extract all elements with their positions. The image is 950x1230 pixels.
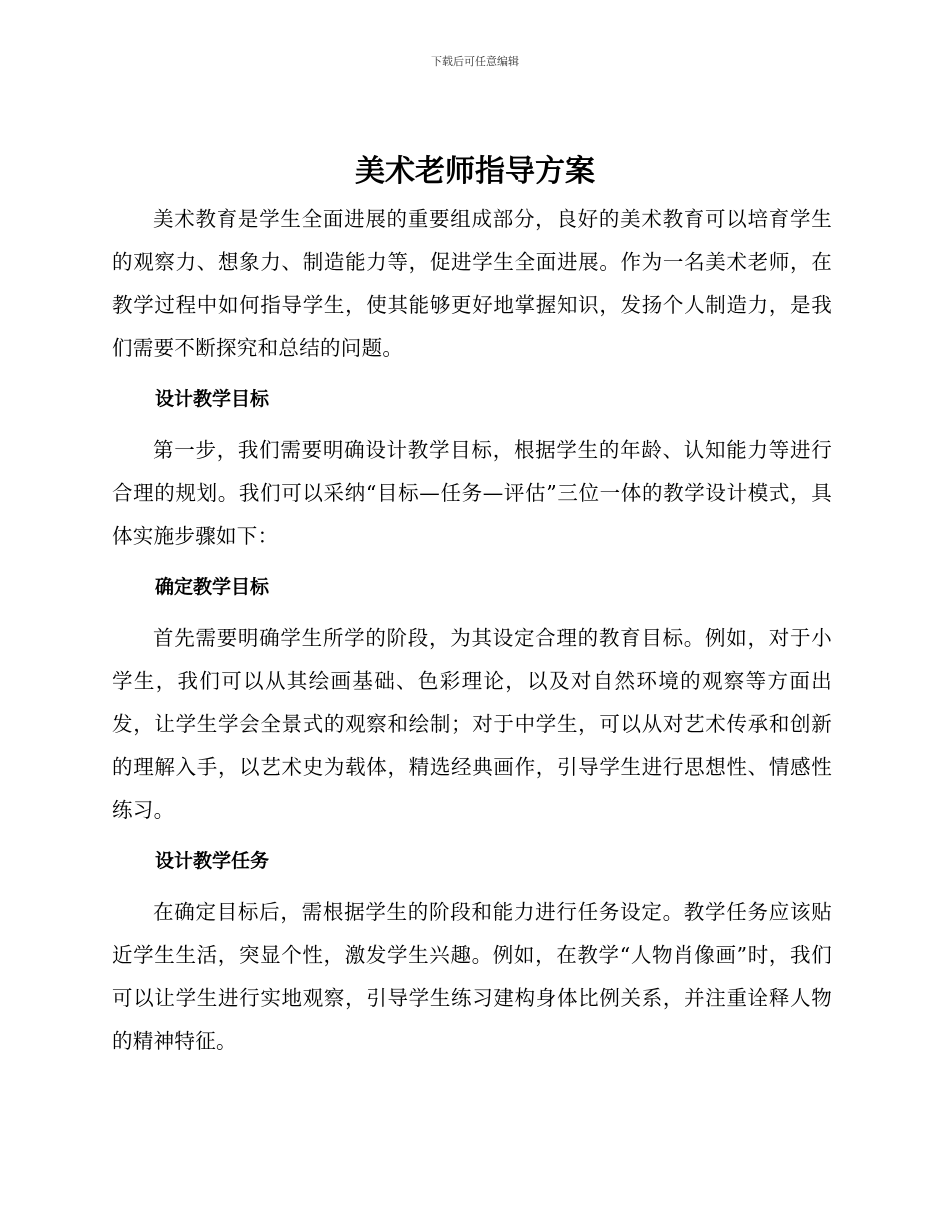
document-title: 美术老师指导方案 xyxy=(355,154,595,189)
section-heading-determine-goals: 确定教学目标 xyxy=(155,576,270,598)
intro-paragraph: 美术教育是学生全面进展的重要组成部分，良好的美术教育可以培育学生的观察力、想象力、制造能力等，促进学生全面进展。作为一名美术老师，在教学过程中如何指导学生，使其能够更好地掌握知识，发扬个人制造力，是我们需要不断探究和总结的问题。 xyxy=(112,207,832,360)
section-paragraph-design-tasks: 在确定目标后，需根据学生的阶段和能力进行任务设定。教学任务应该贴近学生生活，突显个性，激发学生兴趣。例如，在教学“人物肖像画”时，我们可以让学生进行实地观察，引导学生练习建构身体比例关系，并注重诠释人物的精神特征。 xyxy=(112,900,832,1053)
section-heading-design-goals: 设计教学目标 xyxy=(155,388,270,410)
page-header-note: 下载后可任意编辑 xyxy=(431,55,519,68)
section-paragraph-design-goals: 第一步，我们需要明确设计教学目标，根据学生的年龄、认知能力等进行合理的规划。我们可以采纳“目标—任务—评估”三位一体的教学设计模式，具体实施步骤如下： xyxy=(112,438,832,548)
section-heading-design-tasks: 设计教学任务 xyxy=(155,850,270,872)
section-paragraph-determine-goals: 首先需要明确学生所学的阶段，为其设定合理的教育目标。例如，对于小学生，我们可以从其绘画基础、色彩理论，以及对自然环境的观察等方面出发，让学生学会全景式的观察和绘制；对于中学生，可以从对艺术传承和创新的理解入手，以艺术史为载体，精选经典画作，引导学生进行思想性、情感性练习。 xyxy=(112,626,832,822)
document-body xyxy=(112,198,832,1063)
